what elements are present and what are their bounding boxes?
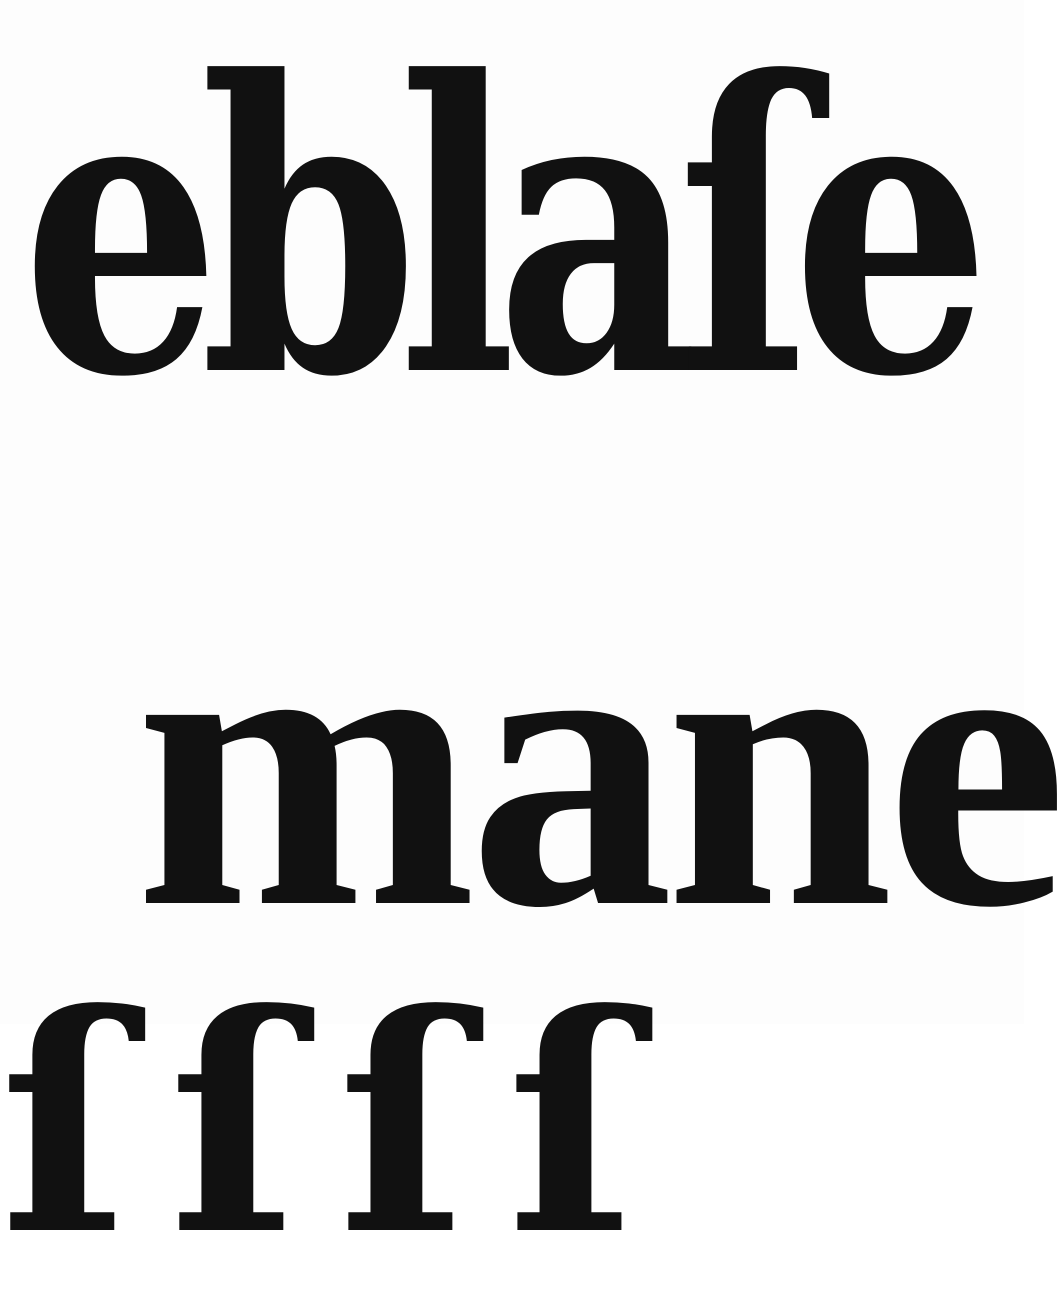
text-line-roman: mane — [135, 538, 1060, 992]
text-line-blackletter: eblaſe — [22, 0, 971, 465]
text-line-partial: ſſſſ — [0, 948, 677, 1301]
